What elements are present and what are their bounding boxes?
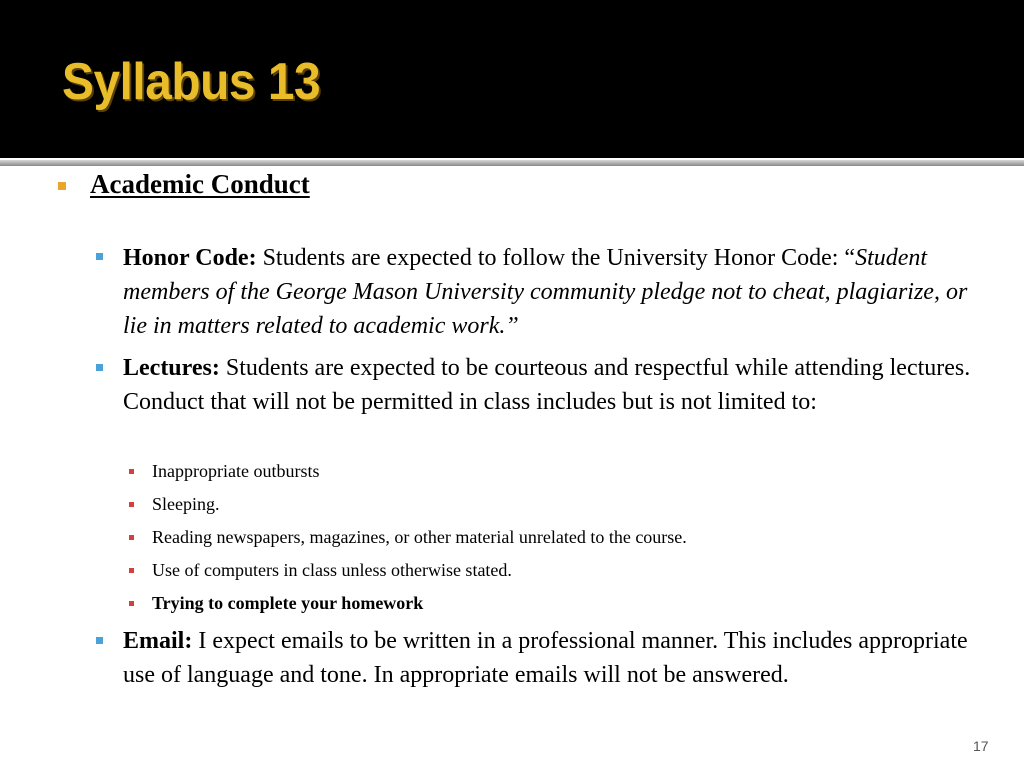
section-heading: [90, 167, 310, 202]
square-bullet-icon: [96, 637, 103, 644]
honor-code-label: Honor Code:: [123, 245, 257, 271]
email-label: Email:: [123, 628, 193, 654]
list-item-lectures: [123, 351, 978, 419]
square-bullet-icon: [129, 469, 134, 474]
list-item-email: [123, 624, 978, 692]
academic-conduct-heading: Academic Conduct: [90, 169, 310, 199]
square-bullet-icon: [129, 601, 134, 606]
honor-code-text: Students are expected to follow the University Honor Code: “: [256, 245, 856, 271]
email-text: I expect emails to be written in a professional manner. This includes appropriate use of language and tone. In appropriate emails will not be answered.: [123, 628, 968, 688]
square-bullet-icon: [129, 535, 134, 540]
list-item-honor-code: [123, 241, 978, 343]
page-number: 17: [973, 738, 989, 754]
lectures-text: Students are expected to be courteous and respectful while attending lectures. Conduct that will not be permitted in class includes but is not limited to:: [123, 355, 971, 415]
slide-title: Syllabus 13: [62, 53, 321, 111]
title-bar: [0, 0, 1024, 158]
honor-code-quote: Student members of the George Mason University community pledge not to cheat, plagiarize, or lie in matters related to academic work.”: [123, 245, 968, 339]
lectures-label: Lectures:: [123, 355, 220, 381]
square-bullet-icon: [129, 568, 134, 573]
sub-list-item: Trying to complete your homework: [152, 593, 424, 613]
sub-list-item: Reading newspapers, magazines, or other material unrelated to the course.: [152, 527, 687, 547]
square-bullet-icon: [129, 502, 134, 507]
square-bullet-icon: [58, 182, 66, 190]
square-bullet-icon: [96, 253, 103, 260]
sub-list-item: Inappropriate outbursts: [152, 461, 320, 481]
square-bullet-icon: [96, 364, 103, 371]
sub-list-item: Sleeping.: [152, 494, 220, 514]
title-divider: [0, 160, 1024, 166]
sub-list-item: Use of computers in class unless otherwise stated.: [152, 560, 512, 580]
